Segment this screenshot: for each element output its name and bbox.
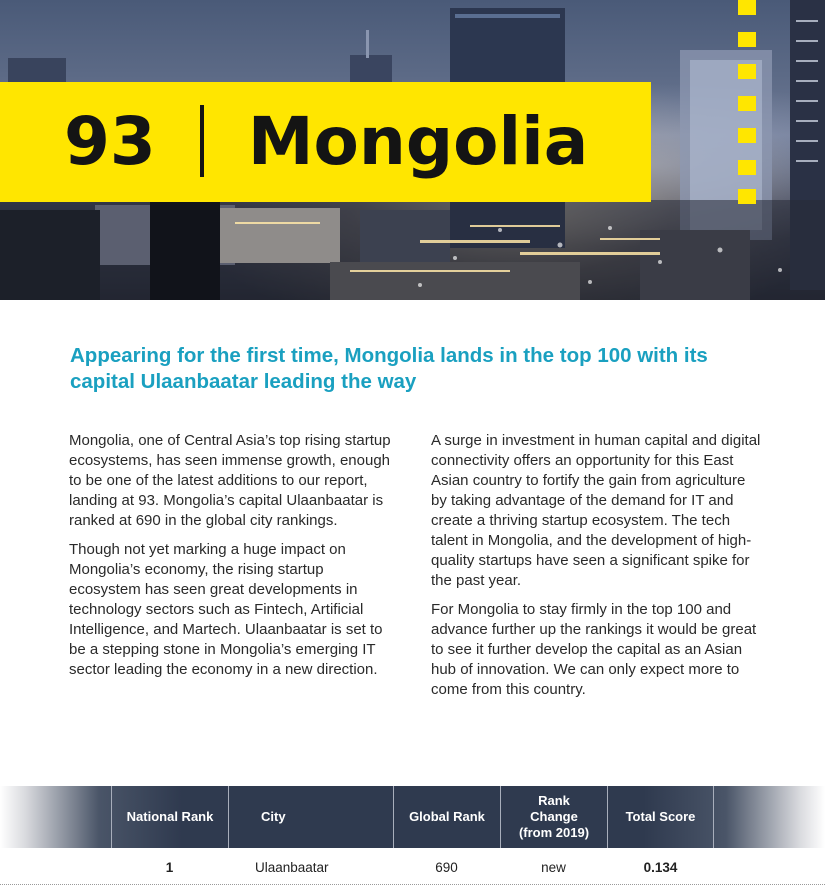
column-header-rank-change: Rank Change (from 2019): [500, 786, 607, 848]
cell-rank-change: new: [541, 859, 566, 875]
column-header-global-rank: Global Rank: [393, 786, 500, 848]
title-banner: [0, 82, 651, 202]
table-header: [0, 786, 825, 848]
cell-national-rank: 1: [165, 859, 174, 875]
paragraph: A surge in investment in human capital and digital connectivity offers an opportunity for this East Asian country to fortify the gain from agriculture by taking advantage of the demand for IT and create a thriving startup ecosystem. The tech talent in Mongolia, and the development of high-quality startups have seen a significant spike for the past year.: [431, 432, 761, 589]
country-name: Mongolia: [247, 102, 589, 180]
column-header-national-rank: National Rank: [111, 786, 228, 848]
page-title: [0, 103, 588, 182]
decorative-squares: [738, 0, 756, 205]
cell-city: Ulaanbaatar: [255, 859, 329, 875]
cell-total-score: 0.134: [643, 859, 678, 875]
paragraph: Mongolia, one of Central Asia’s top rising startup ecosystems, has seen immense growth, enough to be one of the latest additions to our report, landing at 93. Mongolia’s capital Ulaanbaatar is ranked at 690 in the global city rankings.: [69, 432, 391, 529]
cell-global-rank: 690: [435, 859, 458, 875]
hero-city-photo: [0, 0, 825, 300]
rank-number: 93: [64, 102, 156, 180]
table-row: [0, 848, 825, 886]
headline: Appearing for the first time, Mongolia lands in the top 100 with its capital Ulaanbaatar leading the way: [70, 344, 708, 393]
column-header-total-score: Total Score: [607, 786, 714, 848]
body-column-right: [431, 431, 761, 709]
paragraph: For Mongolia to stay firmly in the top 100 and advance further up the rankings it would be great to see it further develop the capital as an Asian hub of innovation. We can only expect more to come from this country.: [431, 601, 757, 698]
column-header-city: City: [228, 786, 393, 848]
divider: [0, 884, 825, 885]
paragraph: Though not yet marking a huge impact on Mongolia’s economy, the rising startup ecosystem has seen great developments in technology sectors such as Fintech, Artificial Intelligence, and Martech. Ulaanbaatar is set to be a stepping stone in Mongolia’s emerging IT sector leading the economy in a new direction.: [69, 541, 383, 678]
body-column-left: [69, 431, 399, 689]
title-separator: [200, 105, 204, 177]
